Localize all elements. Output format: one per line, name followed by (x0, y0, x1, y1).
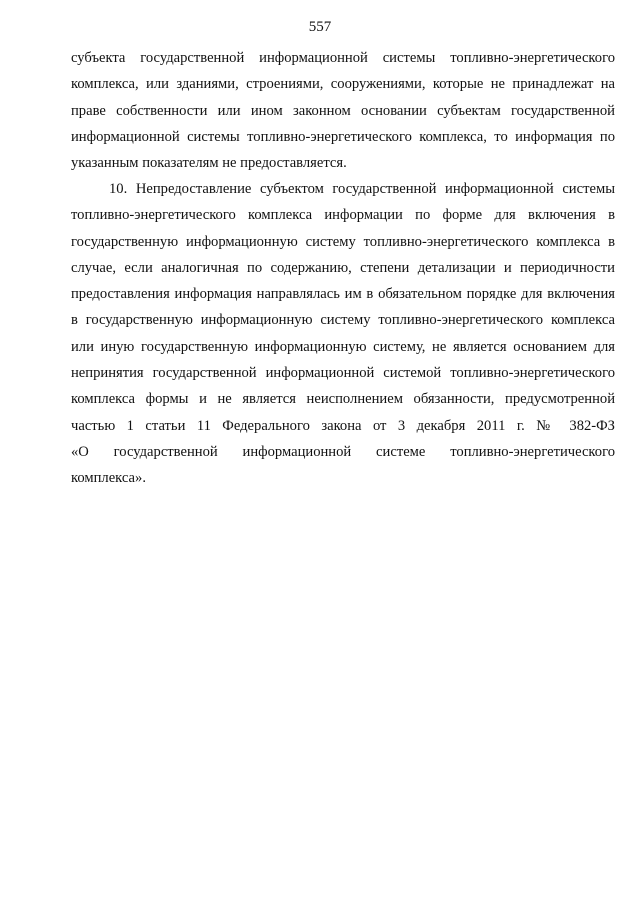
text-line: субъекта государственной информационной системы топливно-энергетического (71, 50, 615, 66)
text-line: случае, если аналогичная по содержанию, степени детализации и периодичности (71, 259, 615, 276)
text-line: комплекса, или зданиями, строениями, сооружениями, которые не принадлежат на (71, 76, 615, 93)
text-line: непринятия государственной информационной системой топливно-энергетического (71, 365, 615, 382)
text-line: указанным показателям не предоставляется. (71, 155, 347, 172)
text-line: праве собственности или ином законном основании субъектам государственной (71, 102, 615, 119)
text-line: топливно-энергетического комплекса информации по форме для включения в (71, 207, 615, 224)
text-line: информационной системы топливно-энергетического комплекса, то информация по (71, 128, 615, 145)
text-line: в государственную информационную систему топливно-энергетического комплекса (71, 312, 615, 329)
text-line: частью 1 статьи 11 Федерального закона от 3 декабря 2011 г. № 382-ФЗ (71, 417, 615, 434)
paragraph-continuation (71, 45, 615, 176)
text-line: государственную информационную систему топливно-энергетического комплекса в (71, 233, 615, 250)
page-number: 557 (308, 19, 332, 35)
text-line: или иную государственную информационную систему, не является основанием для (71, 338, 615, 355)
text-line: «О государственной информационной системе топливно-энергетического (71, 443, 615, 460)
text-line: комплекса формы и не является неисполнением обязанности, предусмотренной (71, 391, 615, 408)
paragraph-item-10 (71, 176, 615, 492)
text-line: предоставления информация направлялась им в обязательном порядке для включения (71, 286, 615, 303)
text-line: комплекса». (71, 470, 146, 487)
text-line: 10. Непредоставление субъектом государственной информационной системы (109, 181, 615, 197)
